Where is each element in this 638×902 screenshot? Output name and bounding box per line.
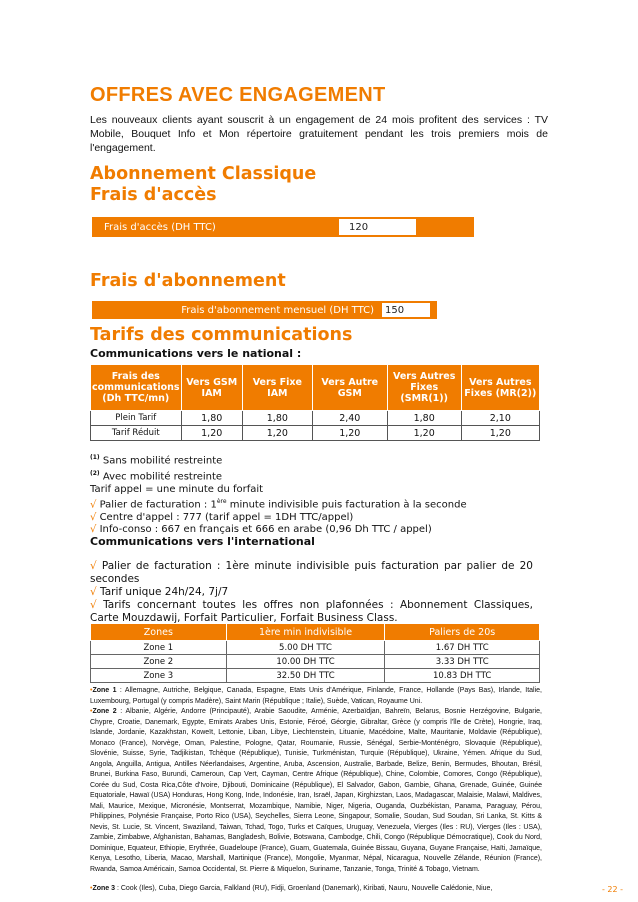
table-cell: 1,20 — [387, 426, 461, 441]
frais-abonnement-bar — [92, 301, 437, 319]
frais-abonnement-value: 150 — [382, 303, 430, 317]
th-gsm-iam: Vers GSM IAM — [181, 365, 242, 411]
section-heading-classique: Abonnement Classique — [90, 164, 317, 184]
table-row — [91, 641, 540, 655]
national-heading: Communications vers le national : — [90, 347, 302, 360]
table-cell: 1,80 — [181, 411, 242, 426]
palier-sup: ère — [216, 498, 227, 506]
frais-acces-value: 120 — [339, 219, 416, 235]
row-label: Plein Tarif — [91, 411, 182, 426]
row-label: Tarif Réduit — [91, 426, 182, 441]
check-icon: √ — [90, 560, 97, 572]
check-icon: √ — [90, 586, 97, 598]
th-premiere-min: 1ère min indivisible — [226, 624, 385, 641]
section-heading-tarifs: Tarifs des communications — [90, 325, 353, 345]
national-notes — [90, 452, 545, 537]
frais-acces-label: Frais d'accès (DH TTC) — [104, 221, 216, 233]
th-autres-fixes-smr: Vers Autres Fixes (SMR(1)) — [387, 365, 461, 411]
page-number: - 22 - — [602, 885, 624, 894]
table-cell: 2,10 — [461, 411, 539, 426]
table-cell: Zone 2 — [91, 655, 227, 669]
zone-2-countries: : Albanie, Algérie, Andorre (Principauté), Arabie Saoudite, Arménie, Azerbaïdjan, Bahreïn, Belarus, Bosnie Herzégovine, Bulgarie, Chypre, Croatie, Danemark, Egypte, Emirats Arabes Unis, Estonie, Féroé, Géorgie, Gibraltar, Grèce (y compris l'île de Crète), Hongrie, Iraq, Islande, Jordanie, Kazakhstan, Koweït, Lettonie, Liban, Libye, Liechtenstein, Lituanie, Macédoine, Malte, Mauritanie, Moldavie (République), Monaco (France), Norvège, Oman, Palestine, Pologne, Qatar, Roumanie, Russie, Sénégal, Serbie-Monténégro, Slovaquie (République), Slovénie, Suisse, Syrie, Tadjikistan, Tchèque (République), Tunisie, Turkménistan, Turquie (République), Ukraine, Yémen. Afrique du Sud, Angola, Anguilla, Antigua, Antilles Néerlandaises, Argentine, Aruba, Ascension, Australie, Barbade, Belize, Benin, Bermudes, Bhoutan, Brésil, Brunei, Burkina Faso, Burundi, Cameroun, Cap Vert, Cayman, Centre Afrique (République), Chine, Colombie, Comores, Congo (République), Corée du Sud, Costa Rica,Côte d'Ivoire, Djibouti, Dominicaine (République), El Salvador, Gabon, Gambie, Ghana, Grenade, Guinée, Guinée Equatoriale, Hawaï (USA) Honduras, Hong Kong, Inde, Indonésie, Iran, Israël, Japan, Kirghizstan, Laos, Madagascar, Malaisie, Malawi, Maldives, Mali, Maurice, Mexique, Micronésie, Montserrat, Mozambique, Namibie, Niger, Nigeria, Ouganda, Ouzbékistan, Panama, Paraguay, Pérou, Philippines, Polynésie Française, Porto Rico (USA), Seychelles, Sierra Leone, Singapour, Somalie, Soudan, Sud Soudan, Sri Lanka, St. Kitts & Nevis, St. Lucie, St. Vincent, Swaziland, Taiwan, Tchad, Togo, Turks et Caïques, Uruguay, Venezuela, Vierges (Iles : RU), Vierges (Iles : USA), Zambie, Zimbabwe, Afghanistan, Bahamas, Bangladesh, Bolivie, Botswana, Cambodge, Chili, Congo (République Démocratique), Cook du Nord, Dominique, Equateur, Ethiopie, Erythrée, Guadeloupe (France), Guam, Guatemala, Guinée Bissau, Guyana, Guyane Française, Haïti, Jamaïque, Kenya, Lesotho, Liberia, Macao, Marshall, Martinique (France), Mongolie, Myanmar, Népal, Nicaragua, Nouvelle Zélande, Réunion (France), Rwanda, Samoa Américain, Samoa Occidental, St. Pierre & Miquelon, Suriname, Tanzanie, Tonga, Trinité & Tobago, Vietnam. — [90, 708, 542, 873]
frais-acces-bar — [92, 217, 474, 237]
zone-3-label: Zone 3 — [92, 885, 116, 892]
table-cell: 1,20 — [461, 426, 539, 441]
table-cell: 1,80 — [242, 411, 312, 426]
intl-palier-note: Palier de facturation : 1ère minute indivisible puis facturation par palier de 20 secondes — [90, 560, 533, 585]
table-row — [91, 426, 540, 441]
check-icon: √ — [90, 499, 97, 511]
intro-paragraph: Les nouveaux clients ayant souscrit à un engagement de 24 mois profitent des services : TV Mobile, Bouquet Info et Mon répertoire gratuitement pendant les trois premiers mois de l'engagement. — [90, 114, 548, 154]
zone-1-countries: : Allemagne, Autriche, Belgique, Canada, Espagne, Etats Unis d'Amérique, Finlande, France, Hollande (Pays Bas), Irlande, Italie, Luxembourg, Portugal (y compris Madère), Saint Marin (République ; Italie), Suède, Vatican, Royaume Uni. — [90, 687, 542, 705]
th-zones: Zones — [91, 624, 227, 641]
note-2-marker: (2) — [90, 469, 100, 477]
table-cell: 3.33 DH TTC — [385, 655, 540, 669]
info-conso-note: Info-conso : 667 en français et 666 en arabe (0,96 Dh TTC / appel) — [99, 524, 432, 536]
th-fixe-iam: Vers Fixe IAM — [242, 365, 312, 411]
table-cell: Zone 3 — [91, 669, 227, 683]
table-row — [91, 669, 540, 683]
table-cell: 10.00 DH TTC — [226, 655, 385, 669]
zone-3-countries: : Cook (Iles), Cuba, Diego Garcia, Falkland (RU), Fidji, Groenland (Danemark), Kiribati, Nauru, Nouvelle Calédonie, Niue, — [115, 885, 493, 892]
check-icon: √ — [90, 511, 97, 523]
check-icon: √ — [90, 599, 97, 611]
table-row — [91, 655, 540, 669]
intl-offres-note: Tarifs concernant toutes les offres non plafonnées : Abonnement Classiques, Carte Mouzdawij, Forfait Particulier, Forfait Business Class. — [90, 599, 533, 624]
palier-text-b: minute indivisible puis facturation à la seconde — [226, 499, 467, 511]
note-3: Tarif appel = une minute du forfait — [90, 483, 264, 495]
th-autres-fixes-mr: Vers Autres Fixes (MR(2)) — [461, 365, 539, 411]
intl-tarif-unique: Tarif unique 24h/24, 7j/7 — [100, 586, 229, 598]
bullet-icon: • — [90, 708, 93, 715]
table-cell: 1,80 — [387, 411, 461, 426]
zone-3-list — [90, 884, 542, 895]
frais-abonnement-label: Frais d'abonnement mensuel (DH TTC) — [181, 304, 374, 316]
th-paliers: Paliers de 20s — [385, 624, 540, 641]
centre-appel-note: Centre d'appel : 777 (tarif appel = 1DH TTC/appel) — [99, 511, 354, 523]
check-icon: √ — [90, 524, 97, 536]
international-notes — [90, 560, 533, 625]
note-1: Sans mobilité restreinte — [102, 455, 223, 467]
bullet-icon: • — [90, 885, 93, 892]
table-cell: 1.67 DH TTC — [385, 641, 540, 655]
note-2: Avec mobilité restreinte — [102, 471, 223, 483]
international-heading: Communications vers l'international — [90, 535, 315, 548]
table-row — [91, 411, 540, 426]
th-frais: Frais des communications (Dh TTC/mn) — [91, 365, 182, 411]
zone-1-list — [90, 686, 542, 707]
zone-2-label: Zone 2 — [92, 708, 117, 715]
table-cell: Zone 1 — [91, 641, 227, 655]
table-cell: 1,20 — [181, 426, 242, 441]
table-cell: 2,40 — [312, 411, 387, 426]
zone-2-list — [90, 707, 542, 875]
section-heading-frais-abonnement: Frais d'abonnement — [90, 271, 286, 291]
zones-fine-print — [90, 686, 542, 875]
table-cell: 1,20 — [242, 426, 312, 441]
section-heading-frais-acces: Frais d'accès — [90, 185, 217, 205]
table-cell: 32.50 DH TTC — [226, 669, 385, 683]
palier-text-a: Palier de facturation : 1 — [99, 499, 217, 511]
national-tarifs-table — [90, 364, 540, 441]
table-cell: 10.83 DH TTC — [385, 669, 540, 683]
page-title: OFFRES AVEC ENGAGEMENT — [90, 84, 386, 106]
international-zones-table — [90, 623, 540, 683]
table-cell: 5.00 DH TTC — [226, 641, 385, 655]
zone-1-label: Zone 1 — [92, 687, 117, 694]
note-1-marker: (1) — [90, 454, 100, 461]
table-cell: 1,20 — [312, 426, 387, 441]
bullet-icon: • — [90, 687, 93, 694]
th-autre-gsm: Vers Autre GSM — [312, 365, 387, 411]
